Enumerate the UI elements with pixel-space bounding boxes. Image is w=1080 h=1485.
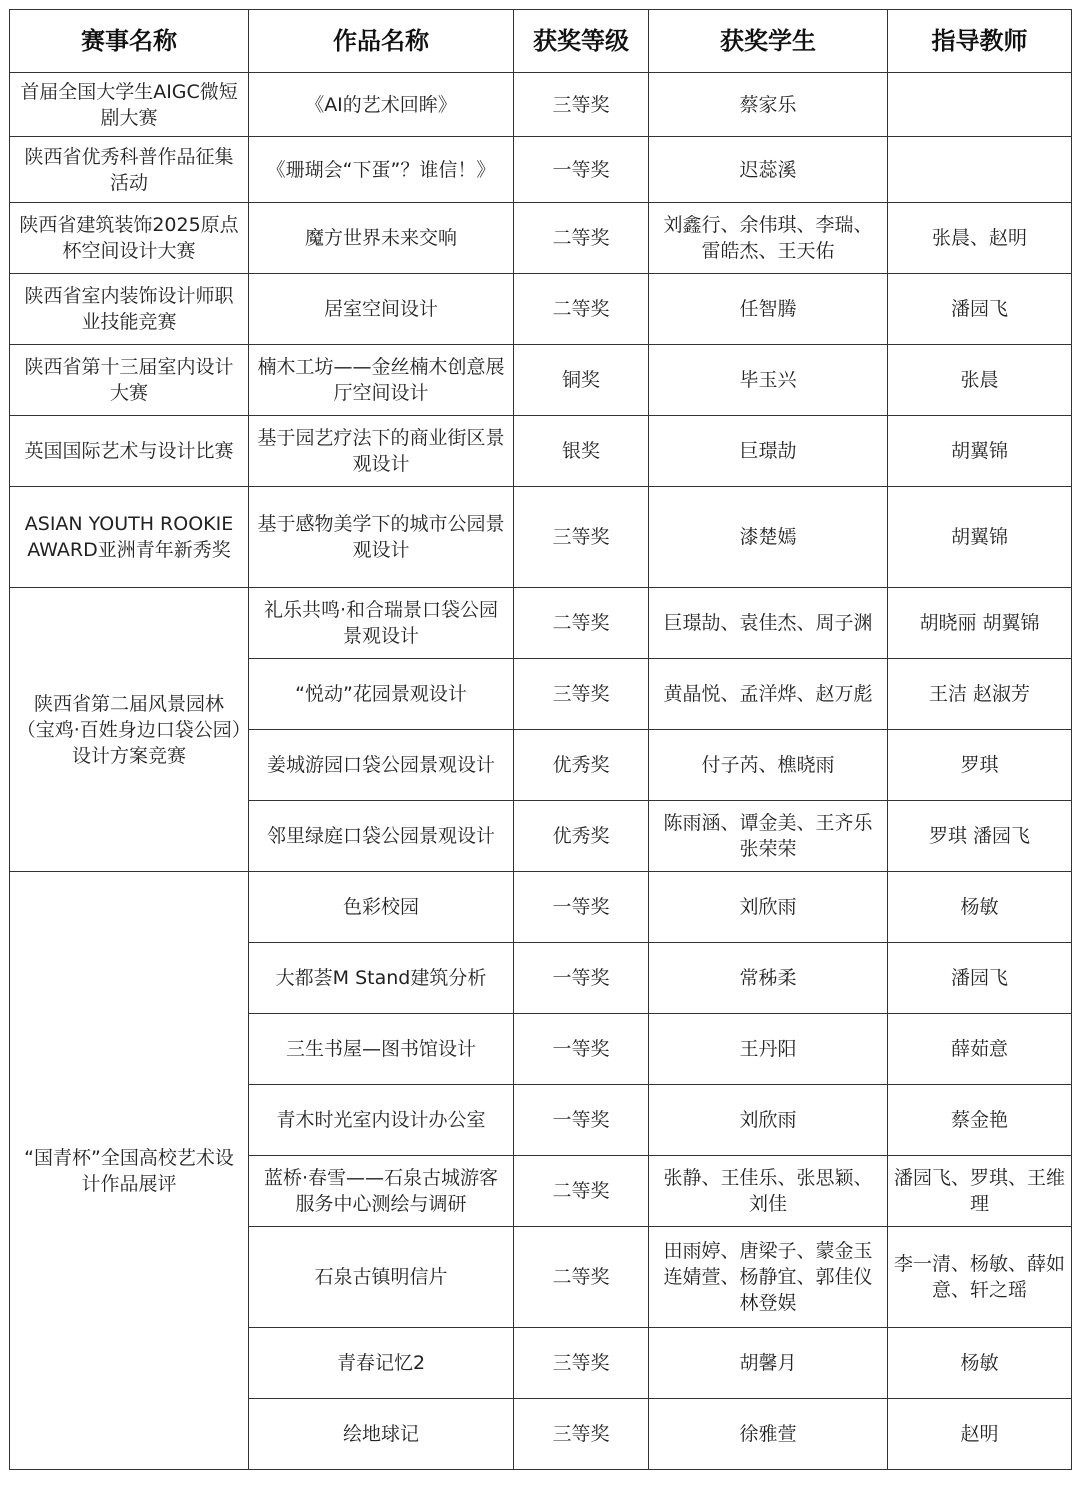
cell-work: 青春记忆2	[249, 1328, 514, 1399]
cell-teachers: 潘园飞	[888, 274, 1072, 345]
table-row	[10, 274, 1072, 345]
cell-teachers: 罗琪 潘园飞	[888, 801, 1072, 872]
cell-teachers: 潘园飞	[888, 943, 1072, 1014]
cell-award-level: 二等奖	[514, 203, 649, 274]
table-row	[10, 73, 1072, 137]
cell-teachers: 李一清、杨敏、薛如意、轩之瑶	[888, 1227, 1072, 1328]
cell-work: “悦动”花园景观设计	[249, 659, 514, 730]
cell-award-level: 三等奖	[514, 487, 649, 588]
cell-students: 漆楚嫣	[649, 487, 888, 588]
table-row	[10, 137, 1072, 203]
cell-teachers: 胡翼锦	[888, 416, 1072, 487]
cell-students: 刘欣雨	[649, 1085, 888, 1156]
header-competition: 赛事名称	[10, 10, 249, 73]
cell-award-level: 优秀奖	[514, 730, 649, 801]
cell-students: 付子芮、樵晓雨	[649, 730, 888, 801]
cell-award-level: 一等奖	[514, 1085, 649, 1156]
cell-work: 青木时光室内设计办公室	[249, 1085, 514, 1156]
cell-award-level: 一等奖	[514, 137, 649, 203]
cell-competition: 陕西省第二届风景园林（宝鸡·百姓身边口袋公园）设计方案竞赛	[10, 588, 249, 872]
cell-teachers: 杨敏	[888, 872, 1072, 943]
cell-work: 礼乐共鸣·和合瑞景口袋公园景观设计	[249, 588, 514, 659]
cell-students: 陈雨涵、谭金美、王齐乐张荣荣	[649, 801, 888, 872]
cell-students: 巨璟劼	[649, 416, 888, 487]
cell-teachers: 蔡金艳	[888, 1085, 1072, 1156]
cell-students: 毕玉兴	[649, 345, 888, 416]
table-row	[10, 588, 1072, 659]
cell-competition: 陕西省建筑装饰2025原点杯空间设计大赛	[10, 203, 249, 274]
cell-teachers: 潘园飞、罗琪、王维理	[888, 1156, 1072, 1227]
cell-students: 迟蕊溪	[649, 137, 888, 203]
cell-award-level: 二等奖	[514, 274, 649, 345]
cell-award-level: 二等奖	[514, 1156, 649, 1227]
header-students: 获奖学生	[649, 10, 888, 73]
cell-work: 大都荟M Stand建筑分析	[249, 943, 514, 1014]
table-row	[10, 345, 1072, 416]
cell-award-level: 三等奖	[514, 73, 649, 137]
cell-students: 张静、王佳乐、张思颖、刘佳	[649, 1156, 888, 1227]
cell-teachers	[888, 137, 1072, 203]
cell-teachers: 赵明	[888, 1399, 1072, 1470]
header-teachers: 指导教师	[888, 10, 1072, 73]
cell-work: 《AI的艺术回眸》	[249, 73, 514, 137]
table-row	[10, 487, 1072, 588]
cell-work: 色彩校园	[249, 872, 514, 943]
cell-award-level: 铜奖	[514, 345, 649, 416]
cell-students: 王丹阳	[649, 1014, 888, 1085]
cell-work: 姜城游园口袋公园景观设计	[249, 730, 514, 801]
cell-work: 三生书屋—图书馆设计	[249, 1014, 514, 1085]
table-body	[10, 73, 1072, 1470]
cell-work: 楠木工坊——金丝楠木创意展厅空间设计	[249, 345, 514, 416]
cell-award-level: 优秀奖	[514, 801, 649, 872]
cell-teachers: 张晨、赵明	[888, 203, 1072, 274]
cell-award-level: 三等奖	[514, 659, 649, 730]
cell-teachers: 胡晓丽 胡翼锦	[888, 588, 1072, 659]
cell-award-level: 一等奖	[514, 872, 649, 943]
cell-work: 邻里绿庭口袋公园景观设计	[249, 801, 514, 872]
cell-work: 《珊瑚会“下蛋”？谁信！》	[249, 137, 514, 203]
cell-students: 刘欣雨	[649, 872, 888, 943]
cell-students: 巨璟劼、袁佳杰、周子渊	[649, 588, 888, 659]
cell-work: 基于园艺疗法下的商业街区景观设计	[249, 416, 514, 487]
cell-students: 常秭柔	[649, 943, 888, 1014]
cell-competition: 陕西省优秀科普作品征集活动	[10, 137, 249, 203]
cell-competition: ASIAN YOUTH ROOKIE AWARD亚洲青年新秀奖	[10, 487, 249, 588]
awards-table	[9, 9, 1072, 1470]
cell-students: 刘鑫行、余伟琪、李瑞、雷皓杰、王天佑	[649, 203, 888, 274]
cell-teachers: 胡翼锦	[888, 487, 1072, 588]
table-row	[10, 872, 1072, 943]
cell-teachers: 薛茹意	[888, 1014, 1072, 1085]
cell-teachers: 罗琪	[888, 730, 1072, 801]
cell-competition: “国青杯”全国高校艺术设计作品展评	[10, 872, 249, 1470]
cell-award-level: 二等奖	[514, 1227, 649, 1328]
table-row	[10, 203, 1072, 274]
cell-competition: 英国国际艺术与设计比赛	[10, 416, 249, 487]
cell-teachers	[888, 73, 1072, 137]
cell-award-level: 一等奖	[514, 1014, 649, 1085]
cell-teachers: 杨敏	[888, 1328, 1072, 1399]
header-work: 作品名称	[249, 10, 514, 73]
cell-students: 徐雅萱	[649, 1399, 888, 1470]
cell-work: 基于感物美学下的城市公园景观设计	[249, 487, 514, 588]
cell-competition: 陕西省第十三届室内设计大赛	[10, 345, 249, 416]
cell-teachers: 张晨	[888, 345, 1072, 416]
cell-work: 居室空间设计	[249, 274, 514, 345]
cell-students: 田雨婷、唐梁子、蒙金玉连婧萱、杨静宜、郭佳仪林登娱	[649, 1227, 888, 1328]
cell-work: 石泉古镇明信片	[249, 1227, 514, 1328]
cell-award-level: 三等奖	[514, 1399, 649, 1470]
cell-students: 胡馨月	[649, 1328, 888, 1399]
header-row	[10, 10, 1072, 73]
cell-students: 蔡家乐	[649, 73, 888, 137]
cell-competition: 首届全国大学生AIGC微短剧大赛	[10, 73, 249, 137]
cell-work: 蓝桥·春雪——石泉古城游客服务中心测绘与调研	[249, 1156, 514, 1227]
cell-award-level: 银奖	[514, 416, 649, 487]
cell-award-level: 二等奖	[514, 588, 649, 659]
table-row	[10, 416, 1072, 487]
cell-students: 黄晶悦、孟洋烨、赵万彪	[649, 659, 888, 730]
cell-award-level: 三等奖	[514, 1328, 649, 1399]
cell-competition: 陕西省室内装饰设计师职业技能竞赛	[10, 274, 249, 345]
cell-teachers: 王洁 赵淑芳	[888, 659, 1072, 730]
cell-students: 任智腾	[649, 274, 888, 345]
cell-award-level: 一等奖	[514, 943, 649, 1014]
header-level: 获奖等级	[514, 10, 649, 73]
cell-work: 魔方世界未来交响	[249, 203, 514, 274]
cell-work: 绘地球记	[249, 1399, 514, 1470]
